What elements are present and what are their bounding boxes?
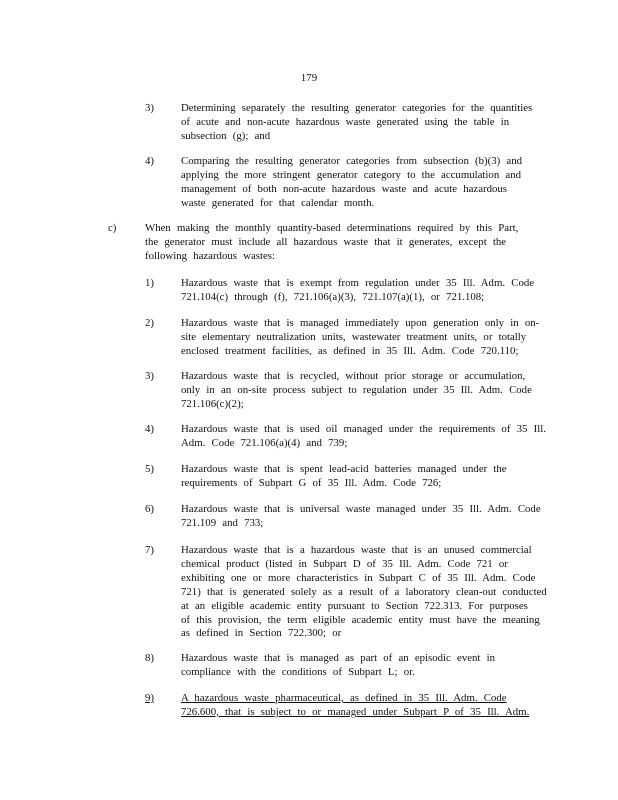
item-label: 3): [145, 102, 154, 114]
item-label: 1): [145, 277, 154, 289]
item-text: Hazardous waste that is managed immediately upon generation only in on- site elementary neutralization units, wastewater treatment units, or totally enclosed treatment facilities, as defined in 35 Ill. Adm. Code 720.110;: [181, 317, 540, 357]
item-text: When making the monthly quantity-based determinations required by this Part, the generator must include all hazardous waste that it generates, except the following hazardous wastes:: [145, 222, 519, 262]
item-label: 7): [145, 544, 154, 556]
page-number: 179: [300, 72, 318, 84]
item-label: 3): [145, 370, 154, 382]
item-label: 4): [145, 423, 154, 435]
item-label: 5): [145, 463, 154, 475]
item-label: 2): [145, 317, 154, 329]
item-label: c): [108, 222, 117, 234]
item-text: Comparing the resulting generator categories from subsection (b)(3) and applying the more stringent generator category to the accumulation and management of both non-acute hazardous waste and acute hazardous waste generated for that calendar month.: [181, 155, 523, 209]
item-label: 6): [145, 503, 154, 515]
item-label: 8): [145, 652, 154, 664]
item-text: Determining separately the resulting generator categories for the quantities of acute and non-acute hazardous waste generated using the table in subsection (g); and: [181, 102, 533, 142]
item-label: 9): [145, 692, 154, 704]
item-text: Hazardous waste that is recycled, without prior storage or accumulation, only in an on-site process subject to regulation under 35 Ill. Adm. Code 721.106(c)(2);: [181, 370, 532, 410]
item-text: Hazardous waste that is universal waste managed under 35 Ill. Adm. Code 721.109 and 733;: [181, 503, 541, 529]
item-text: Hazardous waste that is managed as part of an episodic event in compliance with the conditions of Subpart L; or.: [181, 652, 496, 678]
item-text: Hazardous waste that is spent lead-acid batteries managed under the requirements of Subpart G of 35 Ill. Adm. Code 726;: [181, 463, 507, 489]
item-text: A hazardous waste pharmaceutical, as defined in 35 Ill. Adm. Code 726.600, that is subject to or managed under Subpart P of 35 Ill. Adm.: [181, 692, 530, 718]
item-text: Hazardous waste that is exempt from regulation under 35 Ill. Adm. Code 721.104(c) through (f), 721.106(a)(3), 721.107(a)(1), or 721.108;: [181, 277, 535, 303]
item-text: Hazardous waste that is a hazardous waste that is an unused commercial chemical product (listed in Subpart D of 35 Ill. Adm. Code 721 or exhibiting one or more characteristics in Subpart C of 35 Ill. Adm. Code 721) that is generated solely as a result of a laboratory clean-out conducted at an eligible academic entity pursuant to Section 722.313. For purposes of this provision, the term eligible academic entity must have the meaning as defined in Section 722.300; or: [181, 544, 547, 640]
item-label: 4): [145, 155, 154, 167]
item-text: Hazardous waste that is used oil managed under the requirements of 35 Ill. Adm. Code 721.106(a)(4) and 739;: [181, 423, 546, 449]
